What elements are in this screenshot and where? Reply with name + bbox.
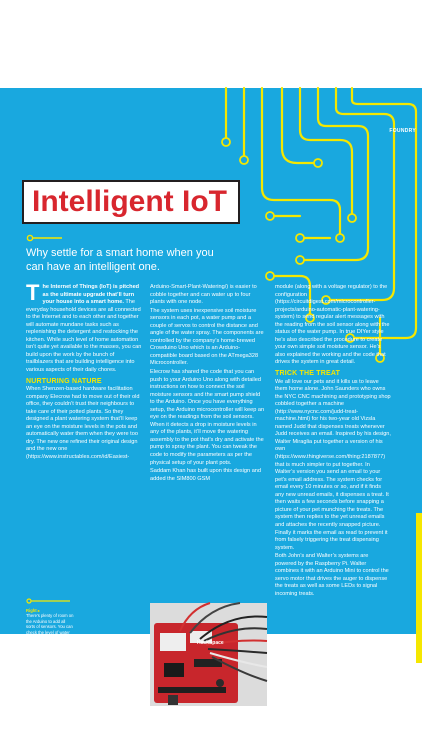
footer-brand: HackSpace bbox=[197, 640, 224, 646]
caption-body: There’s plenty of room on the Arduino to add all sorts of sensors. You can check the level of water in a dish and refill it to make sure your quadruped friends are never thirsty. bbox=[26, 613, 74, 657]
caption-heading: Right bbox=[26, 608, 37, 613]
body-paragraph: module (along with a voltage regulator) to the configuration (https://circuitdigest.com/microcontroller-projects/arduino-automatic-plant-watering-system) to send regular alert messages with the reading from the soil sensor along with the status of the water pump. In true DIYer style he’s also described the procedure to create your own simple soil moisture sensor. He’s also explained the working and the code that drives the system in great detail. bbox=[275, 284, 390, 366]
strapline: Why settle for a smart home when you can have an intelligent one. bbox=[26, 247, 214, 273]
title-box bbox=[22, 180, 240, 224]
intro-body: The everyday household devices are all connected to the Internet and to each other and together will automate mundane tasks such as replenishing the detergent and restocking the kitchen. While such level of home automation isn’t quite yet available to the masses, you can build upon the work by the bunch of trailblazers that are building intelligence into various aspects of their daily chores. bbox=[26, 299, 142, 374]
intro-paragraph bbox=[26, 280, 142, 375]
caption-arrow-icon: ▸ bbox=[36, 608, 40, 613]
caption-pointer bbox=[26, 598, 70, 604]
photo-caption bbox=[26, 608, 74, 670]
article-title: Intelligent IoT bbox=[32, 185, 227, 218]
edge-accent-bar bbox=[416, 513, 422, 663]
text-column-2 bbox=[150, 284, 266, 484]
body-paragraph: The system uses inexpensive soil moisture sensors in each pot, a water pump and a couple of servos to control the distance and angle of the water spray. The components are controlled by the company’s home-brewed Crowduino Uno which is an Arduino-compatible board based on the ATmega328 Microcontroller. bbox=[150, 307, 264, 367]
subheading-trick-the-treat: TRICK THE TREAT bbox=[275, 370, 341, 378]
section-label: FOUNDRY bbox=[389, 128, 416, 134]
caption-credit bbox=[26, 660, 74, 671]
arduino-shield-photo bbox=[150, 603, 267, 706]
intro-lead: he Internet of Things (IoT) is pitched as the ultimate upgrade that’ll turn your house into a smart home. bbox=[42, 284, 140, 306]
body-paragraph: Both John’s and Walter’s systems are powered by the Raspberry Pi. Walter combines it with an Arduino Mini to control the servo motor that drives the auger to dispense the treats as well as some LEDs to signal incoming treats. bbox=[275, 553, 389, 597]
body-paragraph: Arduino-Smart-Plant-Watering/) is easier to cobble together and can water up to four plants with one node. bbox=[150, 284, 257, 306]
strapline-decoration bbox=[26, 234, 66, 242]
body-paragraph: We all love our pets and it kills us to leave them home alone. John Saunders who owns the NYC CNC machining and prototyping shop cobbled together a machine (http://www.nycnc.com/judd-treat-machine.html) for his two-year old Vizsla named Judd that dispenses treats whenever Judd receives an email. Inspired by his design, Walter Miraglia put together a version of his own (https://www.thingiverse.com/thing:2187877) that is much simpler to put together. In Walter’s version you send an email to your pet’s email address. The system checks for email every 10 minutes or so, and if it finds any new unread emails, it dispenses a treat. It then waits a few seconds before snapping a picture of your pet munching the treats. The system then replies to the yet unread emails and attaches the recently snapped picture. Finally it marks the email as read to prevent it from falsely triggering the treat dispensing system. bbox=[275, 378, 391, 551]
text-column-1 bbox=[26, 280, 142, 463]
dropcap: T bbox=[26, 280, 40, 305]
body-paragraph: Saddam Khan has built upon this design and added the SIM800 GSM bbox=[150, 468, 262, 482]
subheading-nurturing-nature: NURTURING NATURE bbox=[26, 377, 102, 385]
body-paragraph: When Shenzen-based hardware facilitation company Elecrow had to move out of their old office, they couldn’t trust their neighbours to take care of their potted plants. So they designed a plant watering system that’ll keep an eye on the moisture levels in the pots and automatically water them when they were too dry. The new one refined their original design and the new one (https://www.instructables.com/id/Easiest- bbox=[26, 386, 140, 461]
text-column-3 bbox=[275, 284, 391, 599]
credit-label: Credit bbox=[26, 659, 38, 665]
page-number: 31 bbox=[386, 640, 393, 646]
credit-value: Instructables.com bbox=[26, 665, 59, 671]
body-paragraph: Elecrow has shared the code that you can push to your Arduino Uno along with detailed instructions on how to connect the soil moisture sensors and the smart pump shield to the Arduino. Once you have everything setup, the Arduino microcontroller will keep an eye on the readings from the soil sensors. When it detects a drop in moisture levels in any of the plants, it’ll move the watering assembly to the pot that’s dry and activate the pump to spray the plant. You can tweak the code to modify the parameters as per the physical setup of your plant pots. bbox=[150, 369, 265, 466]
